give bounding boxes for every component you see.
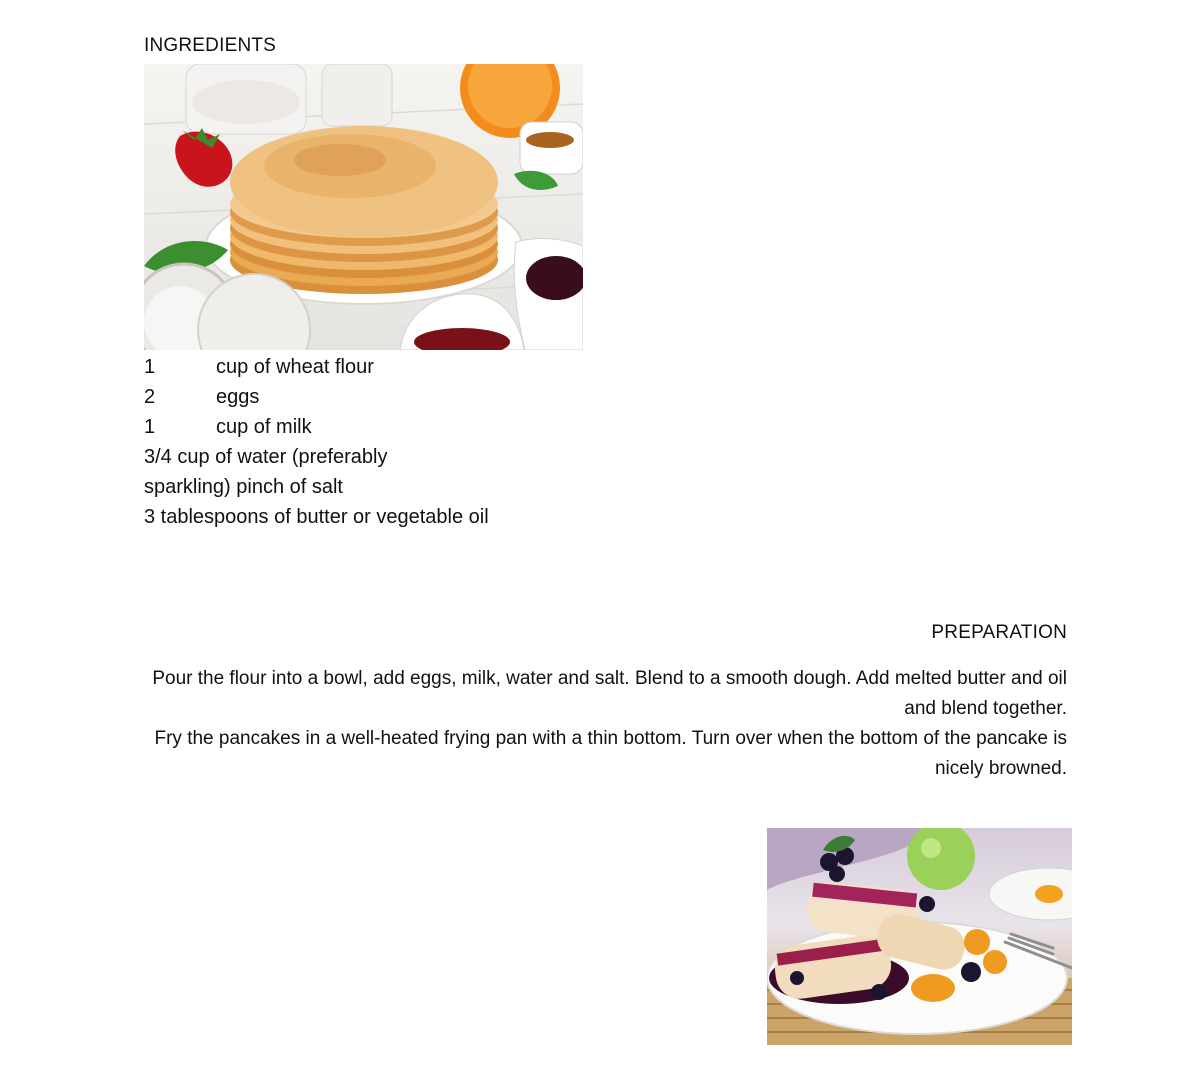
ingredient-line bbox=[144, 412, 312, 442]
ingredient-text: cup of wheat flour bbox=[216, 356, 374, 378]
preparation-heading: PREPARATION bbox=[931, 622, 1067, 643]
preparation-paragraph: Fry the pancakes in a well-heated frying pan with a thin bottom. Turn over when the bottom of the pancake is nicely browned. bbox=[154, 728, 1067, 779]
ingredient-line bbox=[144, 352, 374, 382]
ingredient-quantity: 1 bbox=[144, 356, 156, 378]
preparation-paragraph: Pour the flour into a bowl, add eggs, milk, water and salt. Blend to a smooth dough. Add melted butter and oil and blend together. bbox=[152, 668, 1067, 719]
pancake-stack-photo bbox=[144, 64, 583, 350]
ingredient-line: sparkling) pinch of salt bbox=[144, 476, 343, 498]
ingredients-heading: INGREDIENTS bbox=[144, 35, 277, 56]
ingredient-line: 3 tablespoons of butter or vegetable oil bbox=[144, 506, 489, 528]
ingredient-text: cup of milk bbox=[216, 416, 312, 438]
ingredient-line bbox=[144, 382, 259, 412]
ingredient-text: eggs bbox=[216, 386, 260, 408]
ingredient-quantity: 1 bbox=[144, 416, 156, 438]
pancake-rolls-photo bbox=[767, 828, 1072, 1045]
ingredient-quantity: 2 bbox=[144, 386, 156, 408]
ingredient-line: 3/4 cup of water (preferably bbox=[144, 446, 388, 468]
